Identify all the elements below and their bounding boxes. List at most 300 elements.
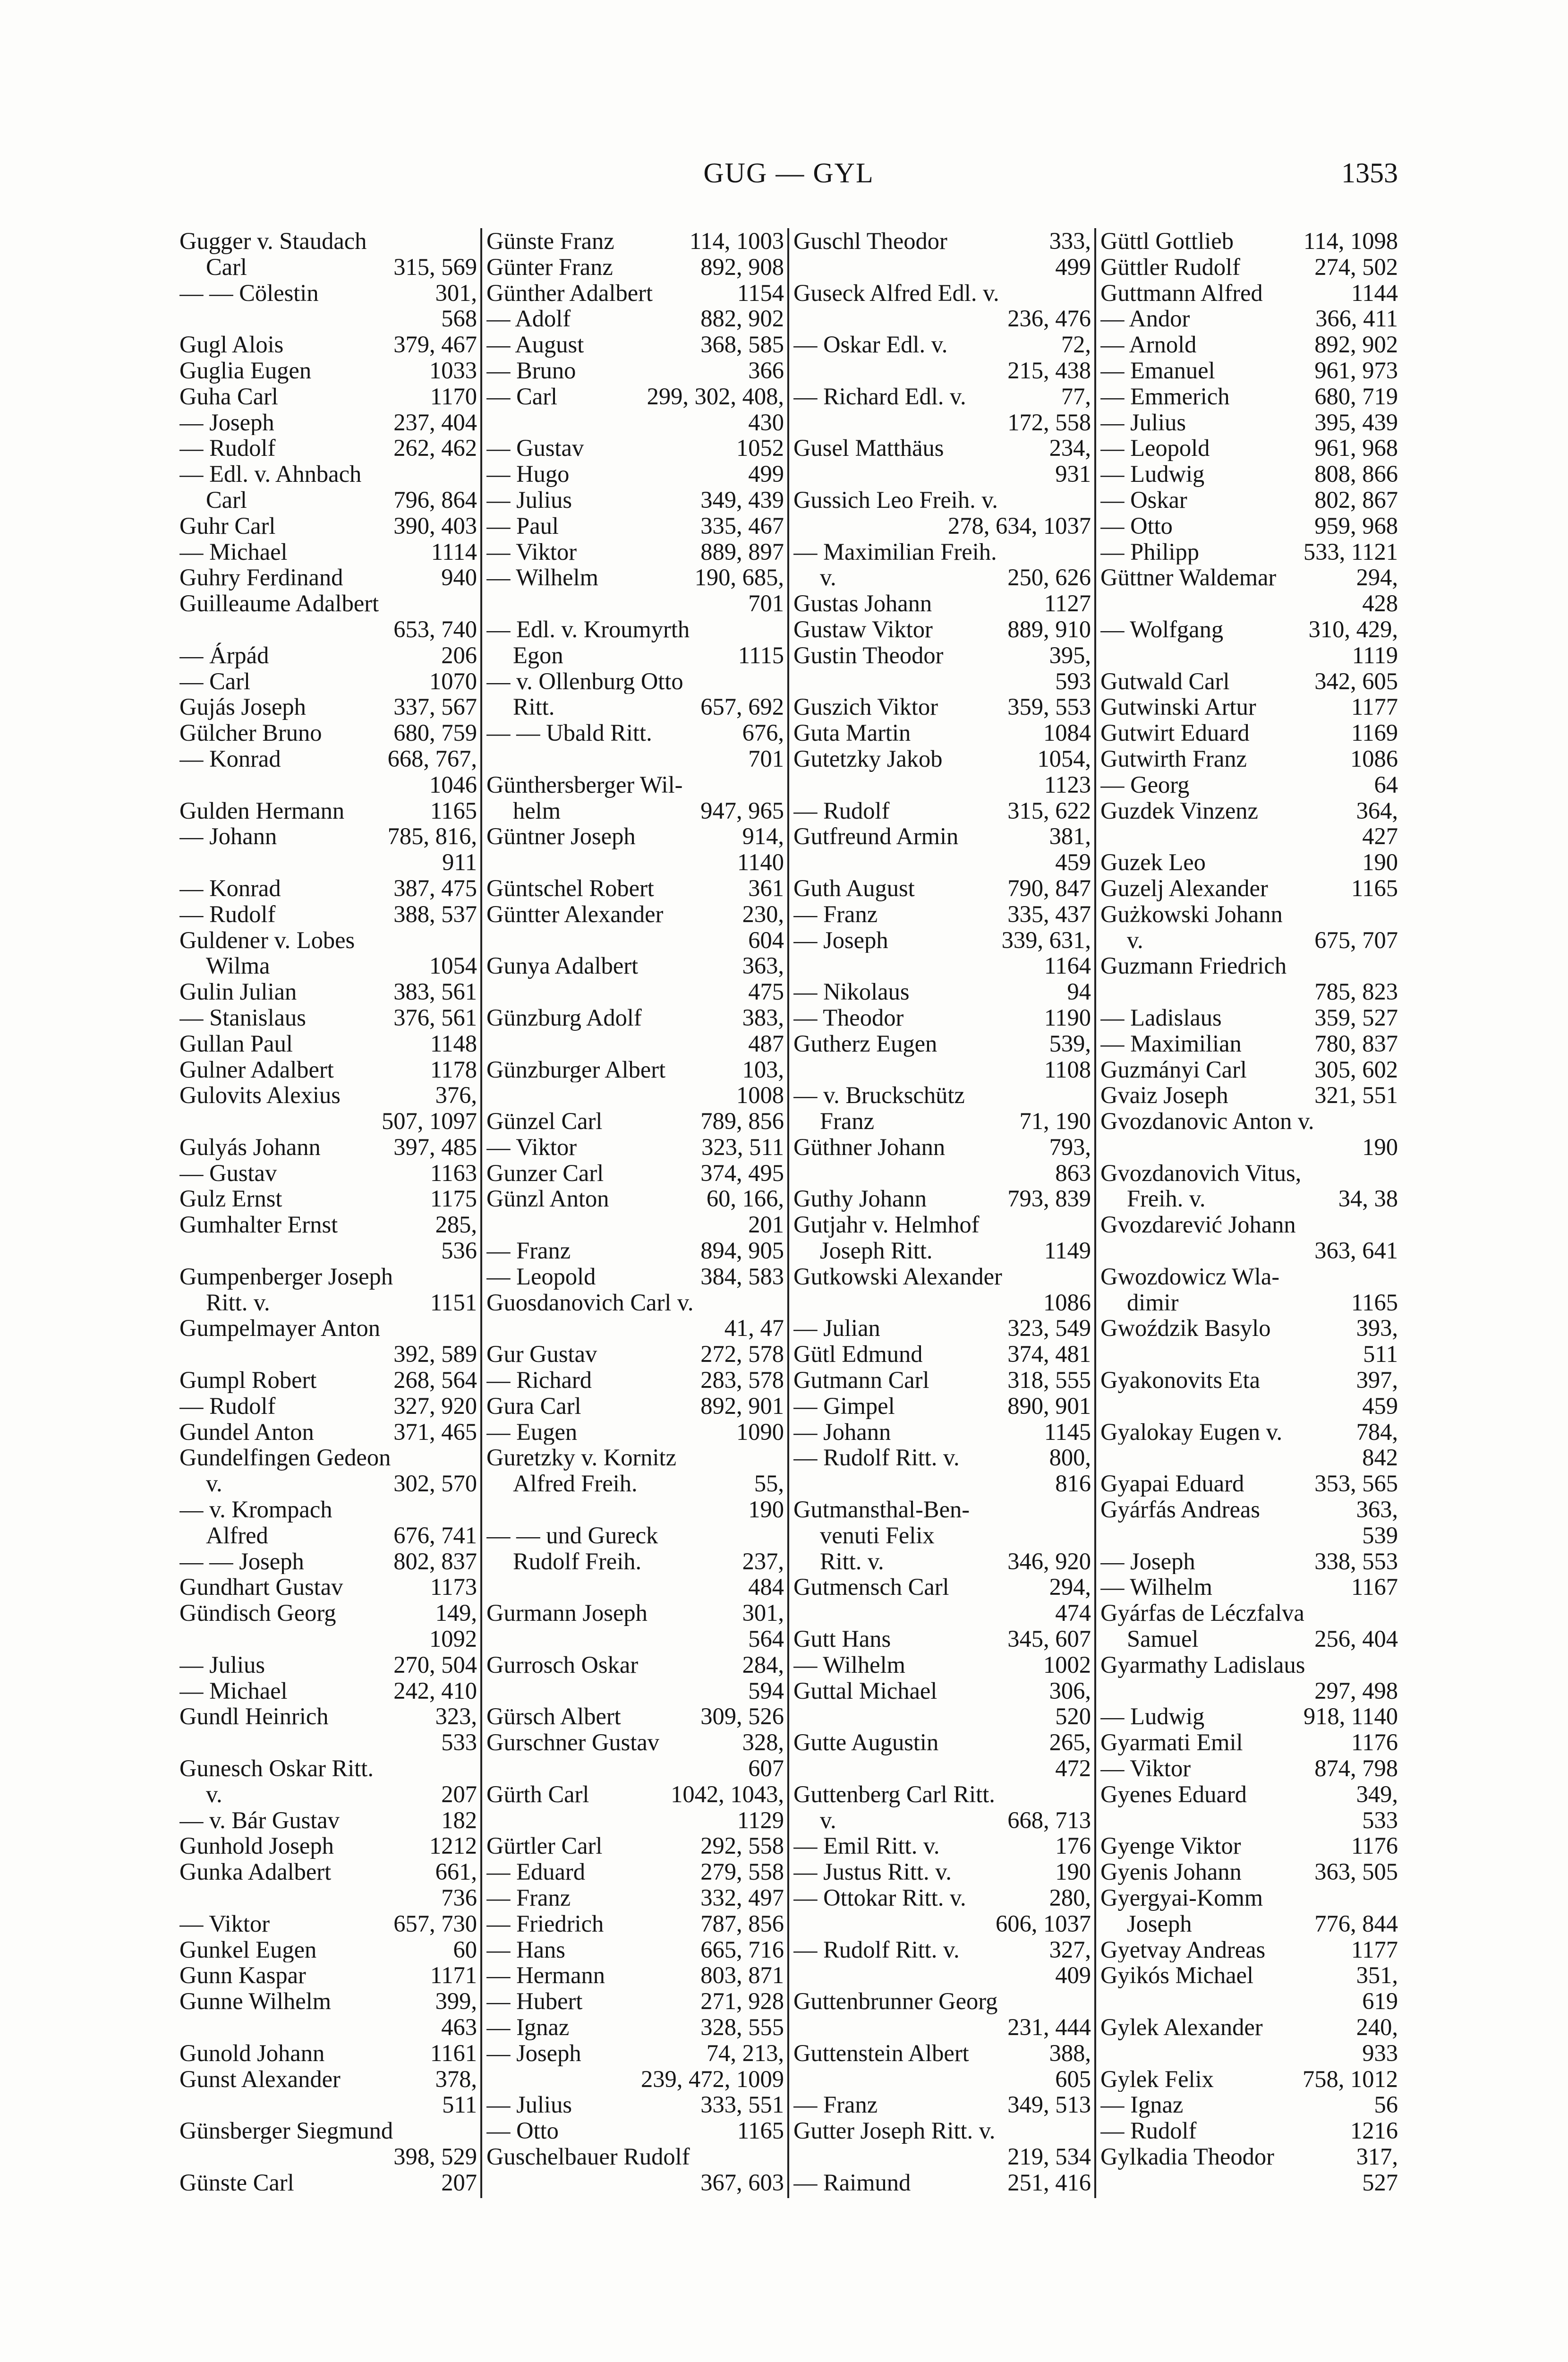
- index-entry: [793, 539, 1091, 565]
- entry-pages: 701: [748, 590, 784, 616]
- entry-pages: 215, 438: [1007, 357, 1091, 384]
- entry-pages: 349,: [1356, 1781, 1398, 1807]
- entry-pages: 361: [748, 875, 784, 901]
- index-entry: [793, 798, 1091, 824]
- entry-name: — Carl: [486, 383, 558, 410]
- index-entry: [793, 384, 1091, 410]
- entry-pages: 793, 839: [1007, 1186, 1091, 1212]
- entry-name: Guttenberg Carl Ritt.: [793, 1781, 995, 1807]
- entry-name: Gyarmathy Ladislaus: [1100, 1652, 1305, 1678]
- index-entry: [1100, 1729, 1398, 1755]
- entry-name: — Oskar: [1100, 487, 1187, 513]
- entry-name: [486, 849, 732, 875]
- index-entry: [1100, 1781, 1398, 1807]
- entry-pages: [1392, 1212, 1398, 1238]
- entry-pages: [471, 927, 477, 953]
- entry-name: Güttler Rudolf: [1100, 254, 1240, 280]
- entry-name: Gugl Alois: [179, 332, 284, 358]
- index-entry: [179, 1341, 477, 1367]
- entry-name: [486, 1574, 742, 1600]
- entry-pages: 1175: [430, 1186, 477, 1212]
- entry-pages: [778, 1445, 784, 1471]
- entry-name: — Rudolf: [179, 901, 276, 927]
- entry-pages: 474: [1055, 1600, 1091, 1626]
- entry-pages: 536: [441, 1238, 477, 1264]
- index-entry: [486, 1238, 784, 1264]
- entry-pages: 306,: [1049, 1677, 1091, 1704]
- entry-name: Güttner Waldemar: [1100, 565, 1277, 591]
- entry-name: Gugger v. Staudach: [179, 228, 367, 254]
- entry-pages: 816: [1055, 1471, 1091, 1497]
- entry-pages: 272, 578: [700, 1341, 784, 1368]
- entry-name: Güntschel Robert: [486, 875, 654, 901]
- index-entry: [1100, 875, 1398, 901]
- entry-name: [1100, 2040, 1356, 2066]
- index-entry: [1100, 565, 1398, 590]
- entry-name: — Wilhelm: [1100, 1574, 1212, 1600]
- column-divider: [1094, 228, 1096, 2198]
- entry-name: Gwoździk Basylo: [1100, 1315, 1271, 1342]
- entry-name: — Johann: [179, 823, 277, 850]
- index-entry: [1100, 823, 1398, 849]
- entry-pages: 1165: [737, 2118, 784, 2144]
- entry-name: Gyárfás Andreas: [1100, 1497, 1260, 1523]
- index-entry: [1100, 254, 1398, 280]
- index-entry: [179, 2066, 477, 2092]
- entry-pages: 1171: [430, 1962, 477, 1989]
- index-entry: [179, 565, 477, 590]
- entry-name: dimir: [1127, 1289, 1179, 1316]
- entry-name: — Justus Ritt. v.: [793, 1859, 952, 1885]
- entry-pages: 785, 823: [1314, 979, 1398, 1005]
- index-column-3: [793, 228, 1091, 2196]
- entry-pages: 680, 719: [1314, 383, 1398, 410]
- entry-name: Guseck Alfred Edl. v.: [793, 280, 999, 306]
- entry-pages: 427: [1362, 823, 1398, 850]
- index-entry: [1100, 798, 1398, 824]
- entry-name: [1100, 1238, 1309, 1264]
- entry-pages: 947, 965: [700, 797, 784, 824]
- index-entry: [486, 539, 784, 565]
- entry-pages: 284,: [742, 1652, 784, 1678]
- index-entry: [179, 927, 477, 953]
- index-entry: [486, 1108, 784, 1134]
- entry-pages: 388, 537: [393, 901, 477, 927]
- entry-pages: [471, 1315, 477, 1341]
- entry-name: Gylkadia Theodor: [1100, 2143, 1274, 2170]
- entry-pages: 359, 553: [1007, 694, 1091, 720]
- entry-pages: 918, 1140: [1303, 1703, 1398, 1730]
- entry-pages: 302, 570: [393, 1471, 477, 1497]
- entry-name: Gutmann Carl: [793, 1367, 929, 1393]
- entry-pages: 1129: [737, 1807, 784, 1833]
- index-entry: [486, 1859, 784, 1885]
- running-title: GUG — GYL: [703, 157, 874, 188]
- entry-name: — Wilhelm: [486, 565, 598, 591]
- entry-name: Günzburger Albert: [486, 1056, 666, 1083]
- index-entry: [486, 2014, 784, 2040]
- index-entry: [1100, 1626, 1398, 1652]
- index-entry: [793, 358, 1091, 384]
- index-entry: [793, 1859, 1091, 1885]
- entry-name: [179, 1626, 424, 1652]
- entry-pages: 1140: [737, 849, 784, 875]
- entry-pages: 353, 565: [1314, 1471, 1398, 1497]
- entry-pages: 219, 534: [1007, 2143, 1091, 2170]
- entry-name: [486, 979, 742, 1005]
- index-entry: [486, 280, 784, 306]
- entry-pages: 34, 38: [1338, 1186, 1398, 1212]
- entry-pages: 395,: [1049, 642, 1091, 668]
- index-entry: [793, 642, 1091, 668]
- entry-pages: 1163: [430, 1160, 477, 1186]
- index-entry: [486, 1885, 784, 1911]
- index-entry: [179, 358, 477, 384]
- entry-pages: 393,: [1356, 1315, 1398, 1342]
- index-entry: [486, 1005, 784, 1031]
- index-entry: [486, 1781, 784, 1807]
- index-entry: [1100, 358, 1398, 384]
- index-entry: [793, 565, 1091, 590]
- index-entry: [1100, 1523, 1398, 1549]
- entry-name: — v. Bruckschütz: [793, 1082, 965, 1109]
- entry-pages: 279, 558: [700, 1859, 784, 1885]
- entry-name: — Joseph: [793, 927, 888, 953]
- index-entry: [1100, 1497, 1398, 1523]
- entry-pages: [471, 228, 477, 254]
- entry-pages: 1167: [1351, 1574, 1398, 1600]
- entry-name: Gumhalter Ernst: [179, 1212, 338, 1238]
- index-entry: [179, 1186, 477, 1212]
- entry-pages: 301,: [742, 1600, 784, 1626]
- entry-name: [486, 1082, 731, 1108]
- index-entry: [1100, 2092, 1398, 2118]
- index-entry: [1100, 487, 1398, 513]
- entry-pages: 345, 607: [1007, 1626, 1091, 1652]
- entry-name: [793, 1290, 1038, 1316]
- entry-name: — Stanislaus: [179, 1004, 306, 1031]
- entry-name: Guttal Michael: [793, 1677, 937, 1704]
- entry-pages: 285,: [435, 1212, 477, 1238]
- entry-name: Guglia Eugen: [179, 357, 312, 384]
- entry-name: Gülcher Bruno: [179, 720, 322, 746]
- index-entry: [793, 1057, 1091, 1083]
- index-entry: [179, 280, 477, 306]
- entry-pages: 297, 498: [1314, 1677, 1398, 1704]
- entry-pages: 1164: [1044, 953, 1091, 979]
- entry-name: Gunhold Joseph: [179, 1833, 334, 1859]
- entry-pages: 1002: [1043, 1652, 1091, 1678]
- index-entry: [1100, 849, 1398, 875]
- index-entry: [1100, 1652, 1398, 1678]
- entry-pages: 338, 553: [1314, 1548, 1398, 1575]
- entry-name: — Richard: [486, 1367, 592, 1393]
- index-entry: [179, 1471, 477, 1497]
- entry-pages: 1190: [1044, 1004, 1091, 1031]
- entry-name: Günste Franz: [486, 228, 614, 254]
- entry-name: — v. Ollenburg Otto: [486, 668, 683, 694]
- entry-name: Gürtler Carl: [486, 1833, 603, 1859]
- index-entry: [486, 1134, 784, 1160]
- entry-name: — Carl: [179, 668, 251, 694]
- entry-pages: 294,: [1049, 1574, 1091, 1600]
- entry-name: Joseph: [1127, 1910, 1192, 1937]
- entry-name: [486, 410, 742, 436]
- entry-name: Gustas Johann: [793, 590, 932, 616]
- entry-pages: 808, 866: [1314, 461, 1398, 487]
- entry-pages: 60: [453, 1936, 477, 1963]
- entry-pages: 364,: [1356, 797, 1398, 824]
- entry-name: Guttmann Alfred: [1100, 280, 1263, 306]
- index-entry: [179, 590, 477, 616]
- entry-pages: 1173: [430, 1574, 477, 1600]
- index-entry: [793, 1678, 1091, 1704]
- entry-name: [179, 306, 435, 332]
- entry-pages: 250, 626: [1007, 565, 1091, 591]
- index-entry: [486, 1549, 784, 1575]
- entry-pages: 392, 589: [393, 1341, 477, 1368]
- entry-name: — Maximilian: [1100, 1030, 1242, 1057]
- entry-pages: 780, 837: [1314, 1030, 1398, 1057]
- entry-name: Günthersberger Wil-: [486, 771, 683, 798]
- entry-pages: 55,: [754, 1471, 784, 1497]
- entry-name: [486, 2066, 635, 2092]
- index-entry: [486, 1315, 784, 1341]
- entry-name: Gunold Johann: [179, 2040, 325, 2066]
- index-entry: [1100, 1703, 1398, 1729]
- entry-name: Carl: [206, 487, 247, 513]
- index-entry: [486, 2170, 784, 2196]
- entry-pages: 676, 741: [393, 1522, 477, 1549]
- entry-pages: [778, 1523, 784, 1549]
- entry-name: — Paul: [486, 513, 559, 539]
- entry-name: Gunzer Carl: [486, 1160, 604, 1186]
- entry-pages: [1085, 487, 1091, 513]
- index-entry: [793, 927, 1091, 953]
- index-entry: [486, 1057, 784, 1083]
- entry-name: — Georg: [1100, 771, 1190, 798]
- entry-pages: 94: [1067, 979, 1091, 1005]
- entry-name: Ritt.: [513, 694, 555, 720]
- index-entry: [793, 1186, 1091, 1212]
- index-entry: [793, 1549, 1091, 1575]
- entry-name: Gyergyai-Komm: [1100, 1885, 1263, 1911]
- entry-name: [793, 461, 1049, 487]
- entry-name: helm: [513, 797, 561, 824]
- entry-name: [1100, 2170, 1356, 2196]
- entry-name: — Gustav: [486, 435, 584, 462]
- index-entry: [793, 1807, 1091, 1833]
- entry-name: [793, 410, 1002, 436]
- entry-pages: 395, 439: [1314, 409, 1398, 436]
- index-entry: [1100, 1315, 1398, 1341]
- entry-name: Gyenes Eduard: [1100, 1781, 1247, 1807]
- index-entry: [1100, 616, 1398, 642]
- entry-name: [793, 1471, 1049, 1497]
- entry-pages: 657, 692: [700, 694, 784, 720]
- entry-name: [1100, 1445, 1356, 1471]
- entry-name: [179, 1885, 435, 1911]
- index-entry: [486, 1807, 784, 1833]
- entry-pages: 484: [748, 1574, 784, 1600]
- entry-name: Gylek Felix: [1100, 2066, 1214, 2092]
- entry-pages: 349, 439: [700, 487, 784, 513]
- entry-name: [793, 2144, 1002, 2170]
- index-entry: [1100, 1393, 1398, 1419]
- entry-pages: [778, 616, 784, 642]
- entry-pages: 776, 844: [1314, 1910, 1398, 1937]
- entry-pages: 321, 551: [1314, 1082, 1398, 1109]
- entry-pages: 527: [1362, 2169, 1398, 2196]
- entry-name: Günzburg Adolf: [486, 1004, 642, 1031]
- entry-name: Gundelfingen Gedeon: [179, 1445, 391, 1471]
- index-entry: [793, 1393, 1091, 1419]
- index-entry: [486, 798, 784, 824]
- entry-pages: 190: [1055, 1859, 1091, 1885]
- index-entry: [486, 1471, 784, 1497]
- entry-name: Gutte Augustin: [793, 1729, 939, 1756]
- entry-pages: 363, 505: [1314, 1859, 1398, 1885]
- entry-pages: 363,: [742, 953, 784, 979]
- entry-pages: 231, 444: [1007, 2014, 1091, 2040]
- entry-pages: 398, 529: [393, 2143, 477, 2170]
- index-entry: [486, 565, 784, 590]
- entry-pages: 793,: [1049, 1134, 1091, 1160]
- entry-name: Günther Adalbert: [486, 280, 653, 306]
- index-entry: [793, 1160, 1091, 1186]
- index-entry: [179, 1807, 477, 1833]
- entry-name: — Friedrich: [486, 1910, 604, 1937]
- entry-name: Gyenis Johann: [1100, 1859, 1242, 1885]
- entry-pages: 758, 1012: [1303, 2066, 1398, 2092]
- index-entry: [1100, 953, 1398, 979]
- index-entry: [793, 1703, 1091, 1729]
- index-entry: [1100, 1031, 1398, 1057]
- entry-pages: 328, 555: [700, 2014, 784, 2040]
- entry-name: [179, 1108, 376, 1134]
- entry-pages: 236, 476: [1007, 306, 1091, 332]
- index-entry: [1100, 979, 1398, 1005]
- entry-pages: 520: [1055, 1703, 1091, 1730]
- entry-name: Güntner Joseph: [486, 823, 636, 850]
- entry-pages: 511: [1363, 1341, 1398, 1368]
- index-entry: [1100, 513, 1398, 539]
- entry-pages: 892, 901: [700, 1393, 784, 1419]
- entry-pages: 397, 485: [393, 1134, 477, 1160]
- index-entry: [1100, 1238, 1398, 1264]
- entry-name: [793, 513, 942, 539]
- index-entry: [793, 772, 1091, 798]
- entry-pages: 1086: [1043, 1289, 1091, 1316]
- entry-name: Gutmensch Carl: [793, 1574, 949, 1600]
- index-entry: [1100, 927, 1398, 953]
- entry-name: — Michael: [179, 1677, 288, 1704]
- entry-name: [486, 1315, 719, 1341]
- index-entry: [179, 487, 477, 513]
- entry-pages: 190, 685,: [694, 565, 784, 591]
- index-column-4: [1100, 228, 1398, 2196]
- entry-name: Gusel Matthäus: [793, 435, 944, 462]
- index-entry: [1100, 2118, 1398, 2144]
- entry-pages: 1114: [431, 539, 477, 565]
- entry-pages: 430: [748, 409, 784, 436]
- entry-name: Gulin Julian: [179, 979, 297, 1005]
- entry-name: [793, 849, 1049, 875]
- entry-name: Günter Franz: [486, 254, 613, 280]
- index-entry: [1100, 668, 1398, 694]
- entry-name: Egon: [513, 642, 563, 668]
- index-entry: [179, 1497, 477, 1523]
- entry-pages: 1176: [1351, 1729, 1398, 1756]
- entry-name: — Konrad: [179, 745, 281, 772]
- entry-name: Gyenge Viktor: [1100, 1833, 1241, 1859]
- entry-pages: 149,: [435, 1600, 477, 1626]
- entry-pages: 533: [1362, 1807, 1398, 1833]
- entry-name: — Gimpel: [793, 1393, 895, 1419]
- entry-name: [1100, 979, 1309, 1005]
- entry-name: Gylek Alexander: [1100, 2014, 1263, 2040]
- entry-pages: 274, 502: [1314, 254, 1398, 280]
- entry-name: [486, 1678, 742, 1704]
- entry-name: — Otto: [486, 2118, 559, 2144]
- entry-pages: [1085, 1212, 1091, 1238]
- page-number: 1353: [1341, 157, 1398, 188]
- index-entry: [1100, 228, 1398, 254]
- index-entry: [179, 1134, 477, 1160]
- index-entry: [793, 1031, 1091, 1057]
- entry-name: Gütl Edmund: [793, 1341, 923, 1368]
- entry-pages: 487: [748, 1030, 784, 1057]
- index-entry: [793, 1238, 1091, 1264]
- index-entry: [179, 1859, 477, 1885]
- entry-pages: 511: [442, 2092, 477, 2118]
- index-entry: [179, 384, 477, 410]
- index-entry: [486, 1523, 784, 1549]
- entry-name: Guha Carl: [179, 383, 278, 410]
- index-entry: [793, 2014, 1091, 2040]
- entry-name: [1100, 1134, 1356, 1160]
- entry-pages: 668, 713: [1007, 1807, 1091, 1833]
- entry-name: [1100, 1393, 1356, 1419]
- index-entry: [179, 1574, 477, 1600]
- entry-pages: 323, 549: [1007, 1315, 1091, 1342]
- entry-name: — Michael: [179, 539, 288, 565]
- index-entry: [179, 798, 477, 824]
- entry-pages: 863: [1055, 1160, 1091, 1186]
- entry-pages: 800,: [1049, 1445, 1091, 1471]
- entry-name: Gutwirth Franz: [1100, 745, 1247, 772]
- entry-pages: [1392, 1160, 1398, 1186]
- entry-pages: 309, 526: [700, 1703, 784, 1730]
- index-entry: [1100, 1807, 1398, 1833]
- index-entry: [793, 1471, 1091, 1497]
- entry-pages: 207: [441, 1781, 477, 1807]
- index-entry: [179, 1962, 477, 1988]
- index-entry: [793, 849, 1091, 875]
- entry-name: v.: [1127, 927, 1143, 953]
- entry-pages: 661,: [435, 1859, 477, 1885]
- index-entry: [179, 1755, 477, 1781]
- entry-pages: 606, 1037: [996, 1910, 1091, 1937]
- entry-pages: 310, 429,: [1308, 616, 1398, 642]
- entry-pages: 333, 551: [700, 2092, 784, 2118]
- entry-pages: 593: [1055, 668, 1091, 694]
- entry-name: Franz: [820, 1108, 874, 1134]
- entry-name: — Andor: [1100, 306, 1190, 332]
- entry-pages: 1165: [1351, 1289, 1398, 1316]
- entry-pages: 1148: [430, 1030, 477, 1057]
- entry-pages: 701: [748, 745, 784, 772]
